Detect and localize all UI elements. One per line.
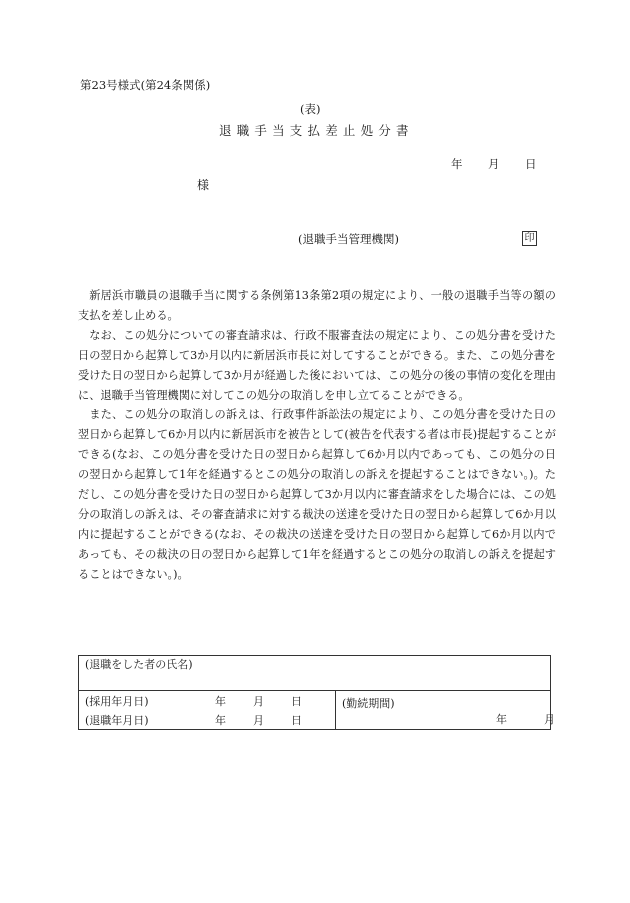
issuer-agency-label: (退職手当管理機関) xyxy=(298,232,399,246)
body-paragraph-3: また、この処分の取消しの訴えは、行政事件訴訟法の規定により、この処分書を受けた日の翌日から起算して6か月以内に新居浜市を被告として(被告を代表する者は市長)提起することができる(なお、この処分書を受けた日の翌日から起算して6か月以内であっても、この処分の日の翌日から起算して1年を経過するとこの処分の取消しの訴えを提起することはできない。)。ただし、この処分書を受けた日の翌日から起算して3か月以内に審査請求をした場合には、この処分の取消しの訴えは、その審査請求に対する裁決の送達を受けた日の翌日から起算して6か月以内に提起することができる(なお、その裁決の送達を受けた日の翌日から起算して6か月以内であっても、その裁決の日の翌日から起算して1年を経過するとこの処分の取消しの訴えを提起することはできない。)。 xyxy=(78,408,556,581)
service-period-label: (勤続期間) xyxy=(342,697,395,710)
issue-date-day: 日 xyxy=(525,157,537,171)
hire-date-row xyxy=(79,691,335,710)
document-title: 退職手当支払差止処分書 xyxy=(219,123,414,138)
service-period-cell xyxy=(336,691,555,730)
issue-date-year: 年 xyxy=(451,157,463,171)
hire-date-month: 月 xyxy=(253,694,264,708)
issue-date-line xyxy=(451,156,537,172)
hire-date-day: 日 xyxy=(291,694,302,708)
retiree-name-label: (退職をした者の氏名) xyxy=(85,658,193,671)
retiree-name-cell xyxy=(79,656,551,691)
seal-mark: 印 xyxy=(522,231,537,246)
retire-date-row xyxy=(79,710,335,729)
disposition-body xyxy=(78,286,556,585)
retire-date-year: 年 xyxy=(215,713,226,727)
body-paragraph-1: 新居浜市職員の退職手当に関する条例第13条第2項の規定により、一般の退職手当等の額の支払を差し止める。 xyxy=(78,289,556,322)
hire-date-year: 年 xyxy=(215,694,226,708)
retire-date-day: 日 xyxy=(291,713,302,727)
hire-date-label: (採用年月日) xyxy=(85,694,149,708)
issue-date-month: 月 xyxy=(488,157,500,171)
service-period-years: 年 xyxy=(496,713,507,726)
body-paragraph-2: なお、この処分についての審査請求は、行政不服審査法の規定により、この処分書を受けた日の翌日から起算して3か月以内に新居浜市長に対してすることができる。また、この処分書を受けた日の翌日から起算して3か月が経過した後においては、この処分の後の事情の変化を理由に、退職手当管理機関に対してこの処分の取消しを申し立てることができる。 xyxy=(78,328,556,402)
addressee-suffix: 様 xyxy=(197,178,210,192)
retiree-info-table xyxy=(78,655,555,730)
service-period-months: 月 xyxy=(544,713,555,726)
side-indicator: (表) xyxy=(300,102,321,116)
dates-cell xyxy=(79,691,336,730)
retire-date-label: (退職年月日) xyxy=(85,713,149,727)
form-number: 第23号様式(第24条関係) xyxy=(80,78,211,92)
retire-date-month: 月 xyxy=(253,713,264,727)
